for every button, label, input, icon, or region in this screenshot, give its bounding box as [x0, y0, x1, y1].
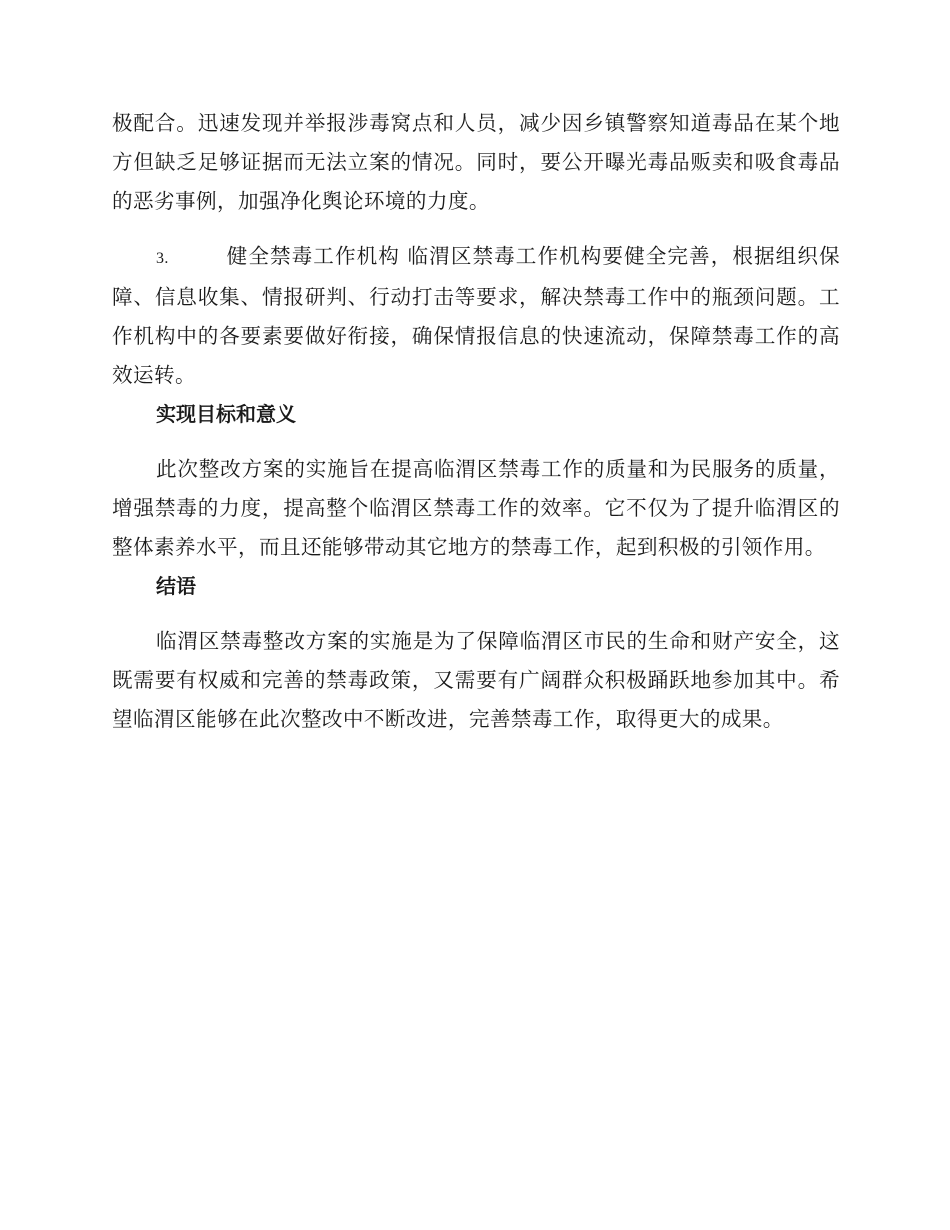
- list-item-3: [112, 237, 840, 395]
- paragraph-goals: 此次整改方案的实施旨在提高临渭区禁毒工作的质量和为民服务的质量，增强禁毒的力度，提高整个临渭区禁毒工作的效率。它不仅为了提升临渭区的整体素养水平，而且还能够带动其它地方的禁毒工作，起到积极的引领作用。: [112, 457, 840, 559]
- list-item-text: 健全禁毒工作机构 临渭区禁毒工作机构要健全完善，根据组织保障、信息收集、情报研判、行动打击等要求，解决禁毒工作中的瓶颈问题。工作机构中的各要素要做好衔接，确保情报信息的快速流动，保障禁毒工作的高效运转。: [112, 244, 840, 387]
- section-heading-conclusion: 结语: [156, 574, 196, 598]
- paragraph-continuation: 极配合。迅速发现并举报涉毒窝点和人员，减少因乡镇警察知道毒品在某个地方但缺乏足够证据而无法立案的情况。同时，要公开曝光毒品贩卖和吸食毒品的恶劣事例，加强净化舆论环境的力度。: [112, 111, 840, 213]
- document-page: [112, 104, 840, 739]
- list-item-number: 3.: [156, 250, 169, 267]
- paragraph-conclusion: 临渭区禁毒整改方案的实施是为了保障临渭区市民的生命和财产安全，这既需要有权威和完善的禁毒政策，又需要有广阔群众积极踊跃地参加其中。希望临渭区能够在此次整改中不断改进，完善禁毒工作，取得更大的成果。: [112, 629, 840, 731]
- section-heading-goals: 实现目标和意义: [156, 402, 296, 426]
